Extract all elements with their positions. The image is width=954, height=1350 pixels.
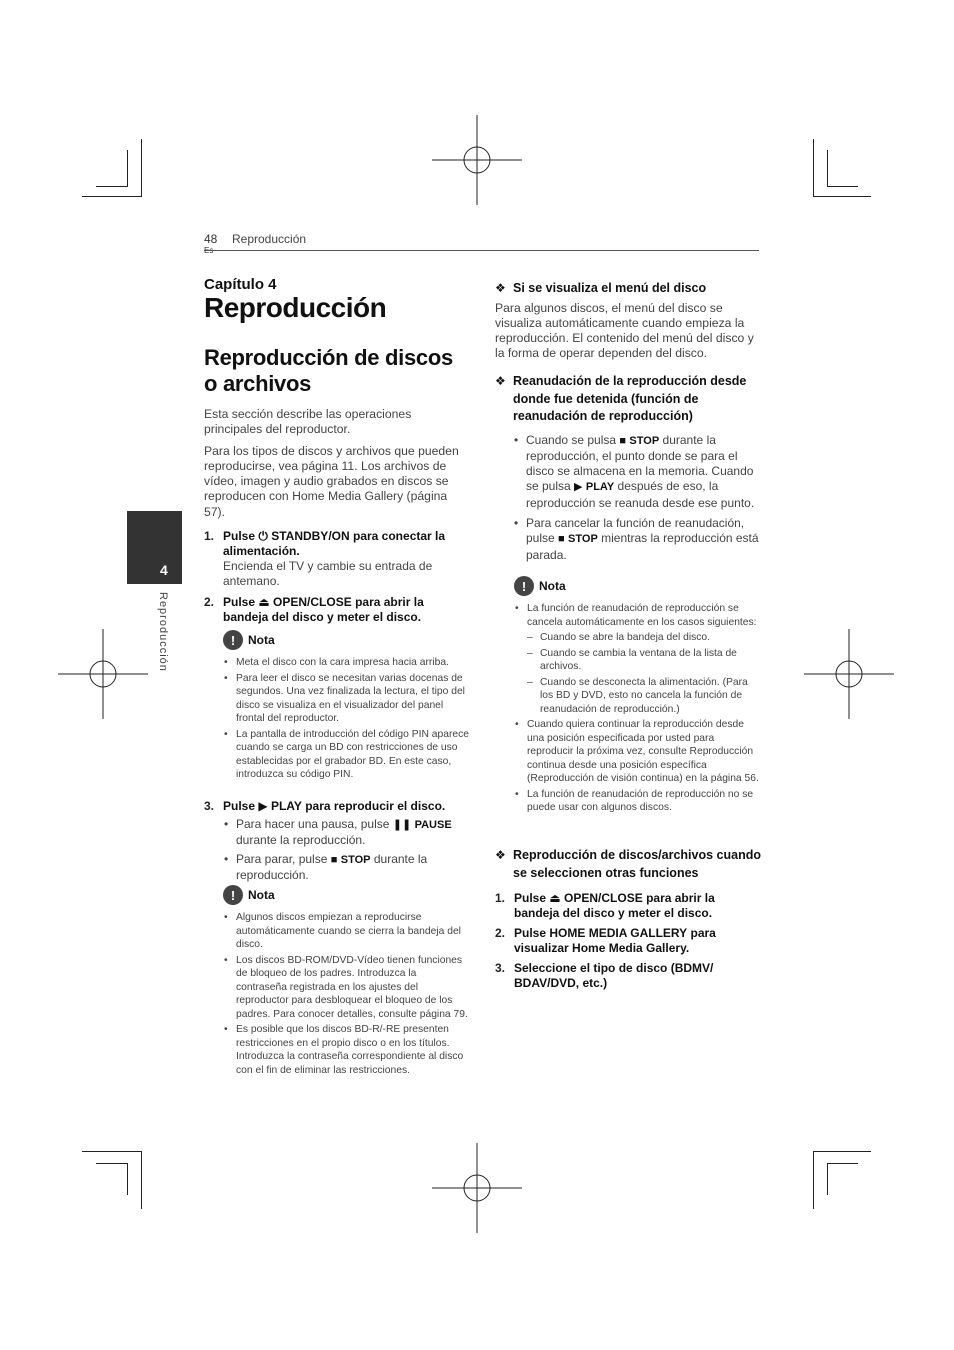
step-number: 3. <box>495 961 506 975</box>
note-list <box>223 911 470 1077</box>
note-item: • Algunos discos empiezan a reproducirse automáticamente cuando se cierra la bandeja del disco. <box>223 911 470 952</box>
subsection-title: Reanudación de la reproducción desde donde fue detenida (función de reanudación de reproducción) <box>513 374 747 423</box>
bullet-text: después de eso, la reproducción se reanuda desde ese punto. <box>526 479 755 510</box>
menu-section <box>495 280 761 362</box>
stop-icon: ■ <box>330 853 338 866</box>
header-rule <box>204 250 759 251</box>
note-item: • Para leer el disco se necesitan varias docenas de segundos. Una vez finalizada la lectura, el tipo del disco se visualiza en el visualizador del panel frontal del reproductor. <box>223 672 470 726</box>
step-3 <box>204 799 470 814</box>
play-icon: ▶ <box>574 481 583 494</box>
dash-item: – Cuando se desconecta la alimentación. (Para los BD y DVD, esto no cancela la función de reanudación de reproducción.) <box>527 676 761 717</box>
diamond-bullet-icon: ❖ <box>495 848 506 862</box>
step-text: Pulse <box>223 595 256 609</box>
bullet-item <box>223 852 470 884</box>
step-number: 2. <box>204 595 215 609</box>
crop-mark <box>127 150 128 187</box>
note-item: • Cuando quiera continuar la reproducción desde una posición especificada por usted para reproducir la próxima vez, consulte Reproducción continua desde una posición específica (Reproducción de visión continua) en la página 56. <box>514 718 761 786</box>
step-text: para abrir la bandeja del disco y meter el disco. <box>223 595 424 624</box>
note-text: La función de reanudación de reproducción se cancela automáticamente en los casos siguientes: <box>527 603 757 628</box>
chapter-label: Capítulo 4 <box>204 276 277 293</box>
note-heading <box>223 630 470 650</box>
crop-mark <box>827 150 828 187</box>
registration-mark-icon <box>432 1143 522 1233</box>
crop-mark <box>96 186 127 187</box>
bullet-text: Para hacer una pausa, pulse <box>236 817 390 831</box>
note-item: • Los discos BD-ROM/DVD-Vídeo tienen funciones de bloqueo de los padres. Introduzca la contraseña registrada en los ajustes del reproductor para desbloquear el bloqueo de los padres. Para conocer detalles, consulte página 79. <box>223 954 470 1022</box>
key-label: HOME MEDIA GALLERY <box>549 926 688 940</box>
step-text: para reproducir el disco. <box>305 799 446 813</box>
bullet-list <box>513 433 761 563</box>
bullet-text: Para cancelar la función de reanudación, pulse <box>526 515 745 546</box>
note-list <box>514 602 761 815</box>
bullet-text: durante la reproducción, el punto donde se para el disco se almacena en la memoria. Cuando se pulsa <box>526 432 754 494</box>
power-icon: ⏻ <box>258 529 268 543</box>
crop-mark <box>141 139 142 197</box>
note-label: Nota <box>248 888 275 902</box>
crop-mark <box>813 1151 814 1209</box>
step-2 <box>204 595 470 625</box>
step-number: 2. <box>495 926 506 940</box>
dash-item: – Cuando se abre la bandeja del disco. <box>527 631 761 645</box>
step-text: Pulse <box>514 926 547 940</box>
key-label: PLAY <box>585 481 615 494</box>
note-item <box>514 602 761 716</box>
note-block <box>223 630 470 784</box>
crop-mark <box>813 196 871 197</box>
intro-paragraph: Para los tipos de discos y archivos que pueden reproducirse, vea página 11. Los archivos de vídeo, imagen y audio grabados en discos se reproducen con Home Media Gallery (página 57). <box>204 443 459 519</box>
dash-item: – Cuando se cambia la ventana de la lista de archivos. <box>527 647 761 674</box>
bullet-item <box>513 433 761 511</box>
chapter-tab <box>127 511 182 584</box>
eject-icon: ⏏ <box>258 595 270 609</box>
crop-mark <box>141 1151 142 1209</box>
pause-icon: ❚❚ <box>392 819 412 831</box>
note-item: • La pantalla de introducción del código PIN aparece cuando se carga un BD con restricciones de uso establecidas por el grabador BD. En este caso, introduzca su código PIN. <box>223 728 470 782</box>
registration-mark-icon <box>432 115 522 205</box>
crop-mark <box>82 1151 142 1152</box>
intro-paragraph: Esta sección describe las operaciones principales del reproductor. <box>204 407 412 437</box>
section-title <box>204 345 470 397</box>
note-list <box>223 656 470 782</box>
crop-mark <box>813 1151 871 1152</box>
warning-icon: ! <box>514 576 534 596</box>
crop-mark <box>827 186 858 187</box>
subsection-title: Reproducción de discos/archivos cuando se seleccionen otras funciones <box>513 848 761 880</box>
other-functions-section <box>495 847 761 882</box>
bullet-item <box>513 516 761 563</box>
key-label: STOP <box>568 533 598 546</box>
step-text: Pulse <box>223 799 256 813</box>
dash-list <box>527 631 761 716</box>
step-text: para abrir la bandeja del disco y meter el disco. <box>514 891 715 920</box>
step-text: Pulse <box>514 891 547 905</box>
note-item: • La función de reanudación de reproducción no se puede usar con algunos discos. <box>514 788 761 815</box>
registration-mark-icon <box>58 629 148 719</box>
intro-block <box>204 407 470 520</box>
note-heading <box>514 576 761 596</box>
eject-icon: ⏏ <box>549 891 561 905</box>
stop-icon: ■ <box>558 533 565 546</box>
crop-mark <box>813 139 814 197</box>
chapter-tab-label: Reproducción <box>157 592 169 672</box>
subsection-heading <box>495 280 761 298</box>
step-text: Seleccione el tipo de disco (BDMV/ BDAV/DVD, etc.) <box>514 961 714 990</box>
crop-mark <box>827 1163 828 1195</box>
body-paragraph: Para algunos discos, el menú del disco se visualiza automáticamente cuando empieza la reproducción. El contenido del menú del disco y la forma de operar dependen del disco. <box>495 300 754 361</box>
step-number: 3. <box>204 799 215 813</box>
diamond-bullet-icon: ❖ <box>495 281 506 295</box>
note-block <box>223 885 470 1079</box>
resume-section <box>495 373 761 566</box>
section-title-line: o archivos <box>204 371 312 396</box>
crop-mark <box>127 1163 128 1195</box>
subsection-title: Si se visualiza el menú del disco <box>513 281 707 295</box>
subsection-heading <box>495 373 761 426</box>
bullet-list <box>223 817 470 883</box>
note-item: • Meta el disco con la cara impresa hacia arriba. <box>223 656 470 670</box>
page-title: Reproducción <box>204 292 387 323</box>
key-label: STANDBY/ON <box>271 529 350 543</box>
bullet-item <box>223 817 470 849</box>
key-label: OPEN/CLOSE <box>564 891 643 905</box>
step-number: 1. <box>204 529 215 543</box>
step-text: para visualizar Home Media Gallery. <box>514 926 716 955</box>
step-number: 1. <box>495 891 506 905</box>
subsection-heading <box>495 847 761 882</box>
bullet-text: Cuando se pulsa <box>526 432 617 447</box>
diamond-bullet-icon: ❖ <box>495 374 506 388</box>
key-label: PAUSE <box>414 819 452 831</box>
crop-mark <box>82 196 142 197</box>
crop-mark <box>827 1163 858 1164</box>
note-label: Nota <box>539 579 566 593</box>
step-text: para conectar la alimentación. <box>223 529 446 558</box>
bullet-text: Para parar, pulse <box>236 851 328 866</box>
crop-mark <box>96 1163 127 1164</box>
stop-icon: ■ <box>619 434 627 447</box>
section-title-line: Reproducción de discos <box>204 345 453 370</box>
running-header: Reproducción <box>232 232 307 246</box>
key-label: STOP <box>629 434 660 447</box>
page-number: 48 <box>204 232 218 246</box>
note-heading <box>223 885 470 905</box>
warning-icon: ! <box>223 630 243 650</box>
step-1 <box>495 891 761 921</box>
step-3 <box>495 961 761 991</box>
step-subtext: Encienda el TV y cambie su entrada de antemano. <box>223 559 433 589</box>
warning-icon: ! <box>223 885 243 905</box>
key-label: OPEN/CLOSE <box>273 595 352 609</box>
step-2 <box>495 926 761 956</box>
key-label: STOP <box>340 853 371 866</box>
step-3-bullets <box>223 817 470 886</box>
registration-mark-icon <box>804 629 894 719</box>
chapter-tab-number: 4 <box>160 562 168 578</box>
note-label: Nota <box>248 633 275 647</box>
note-item: • Es posible que los discos BD-R/-RE presenten restricciones en el propio disco o en los títulos. Introduzca la contraseña correspondiente al disco con el fin de eliminar las restricciones. <box>223 1023 470 1077</box>
bullet-text: durante la reproducción. <box>236 833 366 848</box>
note-block <box>514 576 761 817</box>
bullet-text: durante la reproducción. <box>236 851 428 882</box>
bullet-text: mientras la reproducción está parada. <box>526 531 759 562</box>
step-1 <box>204 529 470 590</box>
key-label: PLAY <box>270 799 302 813</box>
play-icon: ▶ <box>258 799 268 813</box>
step-text: Pulse <box>223 529 256 543</box>
